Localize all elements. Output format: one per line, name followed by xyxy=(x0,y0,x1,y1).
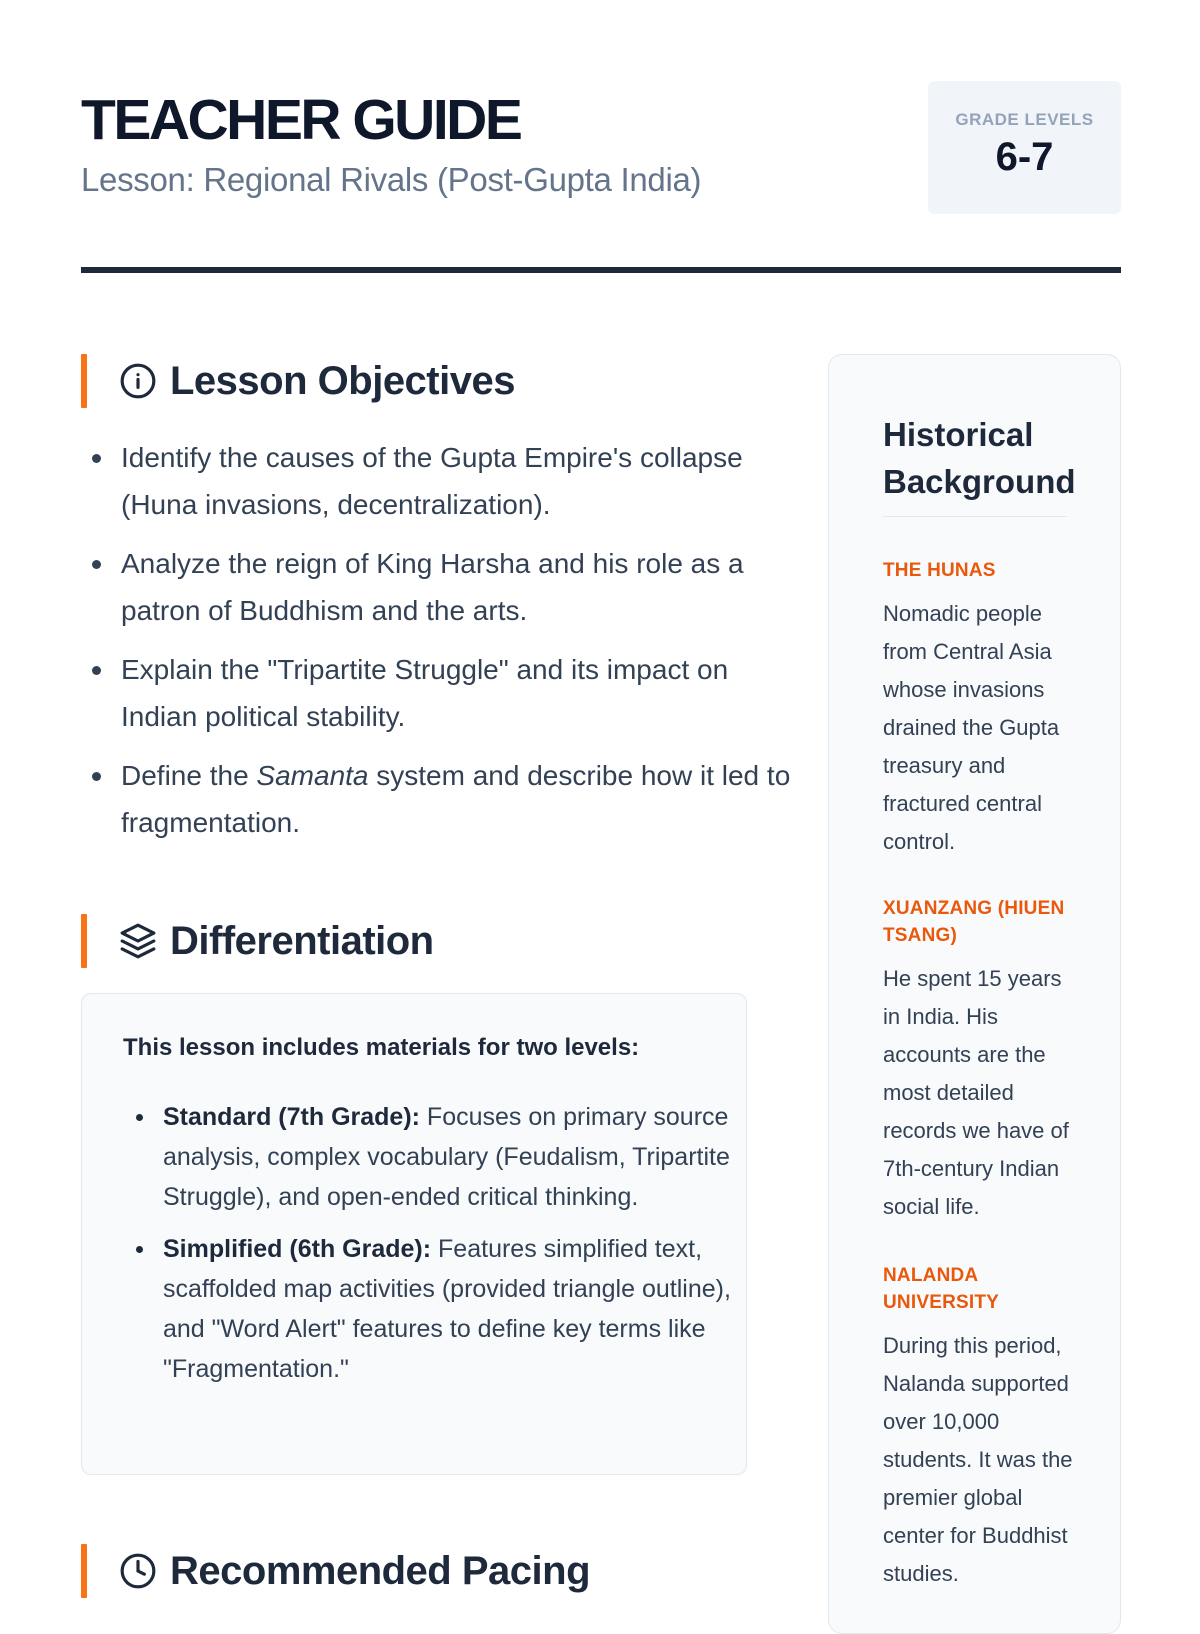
level-label: Standard (7th Grade): xyxy=(163,1103,420,1131)
pacing-heading: Recommended Pacing xyxy=(170,1549,591,1593)
background-item-heading: XUANZANG (HIUEN TSANG) xyxy=(883,898,1065,946)
background-item-nalanda xyxy=(883,1262,1073,1593)
objective-item: Analyze the reign of King Harsha and his role as a patron of Buddhism and the arts. xyxy=(121,540,791,634)
objective-item: Identify the causes of the Gupta Empire's collapse (Huna invasions, decentralization). xyxy=(121,434,791,528)
background-item-text: Nomadic people from Central Asia whose invasions drained the Gupta treasury and fractured central control. xyxy=(883,601,1060,854)
background-item-text: During this period, Nalanda supported over 10,000 students. It was the premier global center for Buddhist studies. xyxy=(883,1333,1073,1586)
clock-icon xyxy=(118,1551,158,1591)
lesson-subtitle: Lesson: Regional Rivals (Post-Gupta India) xyxy=(81,161,702,198)
info-circle-icon xyxy=(118,361,158,401)
section-heading-pacing xyxy=(81,1544,741,1598)
section-accent-bar xyxy=(81,914,87,968)
background-item-heading: THE HUNAS xyxy=(883,560,996,581)
objective-item xyxy=(121,752,791,846)
objective-item: Explain the "Tripartite Struggle" and its impact on Indian political stability. xyxy=(121,646,791,740)
differentiation-list xyxy=(123,1097,733,1401)
level-description: Features simplified text, scaffolded map activities (provided triangle outline), and "Word Alert" features to define key terms like "Fragmentation." xyxy=(163,1235,731,1383)
objectives-list xyxy=(81,434,791,858)
background-item-hunas xyxy=(883,557,1073,861)
differentiation-heading: Differentiation xyxy=(170,919,434,963)
section-heading-differentiation xyxy=(81,914,741,968)
section-heading-objectives xyxy=(81,354,741,408)
background-item-heading: NALANDA UNIVERSITY xyxy=(883,1265,1000,1313)
historical-background-sidebar xyxy=(828,354,1121,1634)
background-item-text: He spent 15 years in India. His accounts are the most detailed records we have of 7th-century Indian social life. xyxy=(883,966,1069,1219)
objective-text: system and describe how it led to fragmentation. xyxy=(121,760,791,838)
header-divider xyxy=(81,267,1121,273)
objective-text: Define the xyxy=(121,760,257,791)
background-item-xuanzang xyxy=(883,895,1073,1226)
grade-levels-badge xyxy=(928,81,1121,214)
level-item-standard xyxy=(163,1097,733,1217)
samanta-term: Samanta xyxy=(256,760,369,791)
grade-levels-label: GRADE LEVELS xyxy=(955,110,1094,129)
objectives-heading: Lesson Objectives xyxy=(170,359,515,403)
level-item-simplified xyxy=(163,1229,733,1389)
level-label: Simplified (6th Grade): xyxy=(163,1235,432,1263)
section-accent-bar xyxy=(81,1544,87,1598)
sidebar-title: Historical Background xyxy=(883,416,1076,500)
page-title: TEACHER GUIDE xyxy=(81,88,521,152)
level-description: Focuses on primary source analysis, complex vocabulary (Feudalism, Tripartite Struggle), and open-ended critical thinking. xyxy=(163,1103,730,1211)
layers-icon xyxy=(118,921,158,961)
differentiation-intro: This lesson includes materials for two levels: xyxy=(123,1034,640,1061)
teacher-guide-page xyxy=(81,0,1121,1600)
section-accent-bar xyxy=(81,354,87,408)
differentiation-box xyxy=(81,993,747,1475)
grade-levels-value: 6-7 xyxy=(995,135,1054,179)
sidebar-divider xyxy=(883,516,1067,517)
